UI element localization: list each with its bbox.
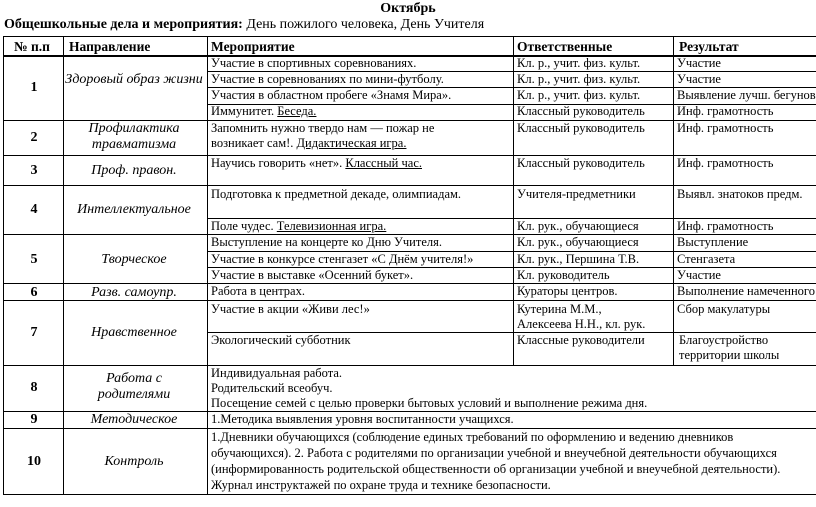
row-num: 10 [27, 454, 41, 469]
result-cell: Выявление лучш. бегунов [677, 88, 816, 102]
row-num: 6 [30, 285, 38, 300]
event-cell: Запомнить нужно твердо нам — пожар не [211, 121, 435, 135]
result-cell: Стенгазета [677, 252, 736, 266]
responsible-cell: Классные руководители [517, 333, 645, 347]
responsible-cell: Кл. р., учит. физ. культ. [517, 56, 641, 70]
header-result: Результат [679, 39, 739, 54]
row-num: 4 [30, 202, 38, 217]
header-event: Мероприятие [211, 39, 295, 54]
event-cell [211, 156, 422, 171]
event-cell [211, 104, 316, 119]
event-cell: обучающихся). 2. Работа с родителями по организации учебной и внеучебной деятельности обучающихся [211, 446, 777, 460]
result-cell: Благоустройство [679, 333, 769, 347]
event-form: Телевизионная игра. [276, 219, 387, 233]
event-cell: 1.Дневники обучающихся (соблюдение единых требований по оформлению и ведению дневников [211, 430, 734, 444]
event-cell: Экологический субботник [211, 333, 351, 347]
event-text: Иммунитет. [211, 104, 278, 118]
header-responsible: Ответственные [517, 39, 613, 54]
responsible-cell: Кл. р., учит. физ. культ. [517, 88, 641, 102]
header-num: № п.п [14, 39, 50, 54]
responsible-cell: Алексеева Н.Н., кл. рук. [517, 317, 646, 331]
row-direction: Творческое [101, 252, 167, 267]
result-cell: Инф. грамотность [677, 219, 774, 233]
subtitle [4, 17, 484, 33]
row-num: 8 [30, 380, 38, 395]
responsible-cell: Кураторы центров. [517, 284, 618, 298]
row-direction: Профилактика травматизма [88, 121, 180, 152]
result-cell: Сбор макулатуры [677, 302, 771, 316]
row-num: 3 [30, 163, 38, 178]
row-direction: Работа с родителями [97, 371, 171, 402]
responsible-cell: Классный руководитель [517, 156, 645, 170]
event-cell [211, 136, 406, 151]
event-cell: Посещение семей с целью проверки бытовых условий и выполнение режима дня. [211, 396, 648, 410]
responsible-cell: Учителя-предметники [517, 187, 636, 201]
event-cell: Участия в областном пробеге «Знамя Мира». [211, 88, 452, 102]
row-direction: Интеллектуальное [77, 202, 191, 217]
row-direction: Разв. самоупр. [91, 285, 177, 300]
event-form: Беседа. [277, 104, 317, 118]
subtitle-label: Общешкольные дела и мероприятия: [4, 17, 243, 32]
responsible-cell: Кл. рук., обучающиеся [517, 219, 639, 233]
row-num: 5 [30, 252, 38, 267]
event-cell: Участие в конкурсе стенгазет «С Днём учителя!» [211, 252, 474, 266]
event-cell: (информированность родительской общественности об организации учебной и внеучебной деятельности). [211, 462, 781, 476]
result-cell: Выявл. знатоков предм. [677, 187, 803, 201]
row-num: 1 [30, 80, 38, 95]
result-cell: Участие [677, 56, 721, 70]
row-direction: Нравственное [91, 325, 177, 340]
header-direction: Направление [69, 39, 151, 54]
row-direction: Методическое [90, 412, 178, 427]
responsible-cell: Кутерина М.М., [517, 302, 602, 316]
event-cell: Журнал инструктажей по охране труда и технике безопасности. [211, 478, 551, 492]
result-cell: Выполнение намеченного [677, 284, 815, 298]
event-cell [211, 219, 386, 234]
result-cell: Участие [677, 268, 721, 282]
event-text: возникает сам!. [211, 136, 297, 150]
event-cell: Работа в центрах. [211, 284, 305, 298]
event-cell: 1.Методика выявления уровня воспитанности учащихся. [211, 412, 514, 426]
event-cell: Выступление на концерте ко Дню Учителя. [211, 235, 442, 249]
row-num: 7 [30, 325, 38, 340]
responsible-cell: Классный руководитель [517, 104, 645, 118]
row-direction: Здоровый образ жизни [65, 72, 203, 87]
event-cell: Индивидуальная работа. [211, 366, 343, 380]
result-cell: территории школы [679, 348, 780, 362]
responsible-cell: Кл. руководитель [517, 268, 610, 282]
event-cell: Участие в акции «Живи лес!» [211, 302, 370, 316]
row-num: 9 [30, 412, 38, 427]
event-form: Дидактическая игра. [296, 136, 407, 150]
responsible-cell: Кл. рук., Першина Т.В. [517, 252, 640, 266]
result-cell: Выступление [677, 235, 749, 249]
result-cell: Инф. грамотность [677, 104, 774, 118]
responsible-cell: Кл. р., учит. физ. культ. [517, 72, 641, 86]
row-direction: Проф. правон. [91, 163, 177, 178]
row-direction: Контроль [104, 454, 164, 469]
event-form: Классный час. [345, 156, 422, 170]
row-num: 2 [30, 130, 38, 145]
event-cell: Участие в соревнованиях по мини-футболу. [211, 72, 444, 86]
event-cell: Родительский всеобуч. [211, 381, 333, 395]
event-text: Поле чудес. [211, 219, 277, 233]
subtitle-text: День пожилого человека, День Учителя [242, 17, 485, 32]
event-cell: Подготовка к предметной декаде, олимпиадам. [211, 187, 462, 201]
result-cell: Участие [677, 72, 721, 86]
event-cell: Участие в выставке «Осенний букет». [211, 268, 414, 282]
result-cell: Инф. грамотность [677, 156, 774, 170]
responsible-cell: Кл. рук., обучающиеся [517, 235, 639, 249]
event-text: Научись говорить «нет». [211, 156, 346, 170]
event-cell: Участие в спортивных соревнованиях. [211, 56, 417, 70]
month-title: Октябрь [380, 1, 436, 16]
responsible-cell: Классный руководитель [517, 121, 645, 135]
result-cell: Инф. грамотность [677, 121, 774, 135]
